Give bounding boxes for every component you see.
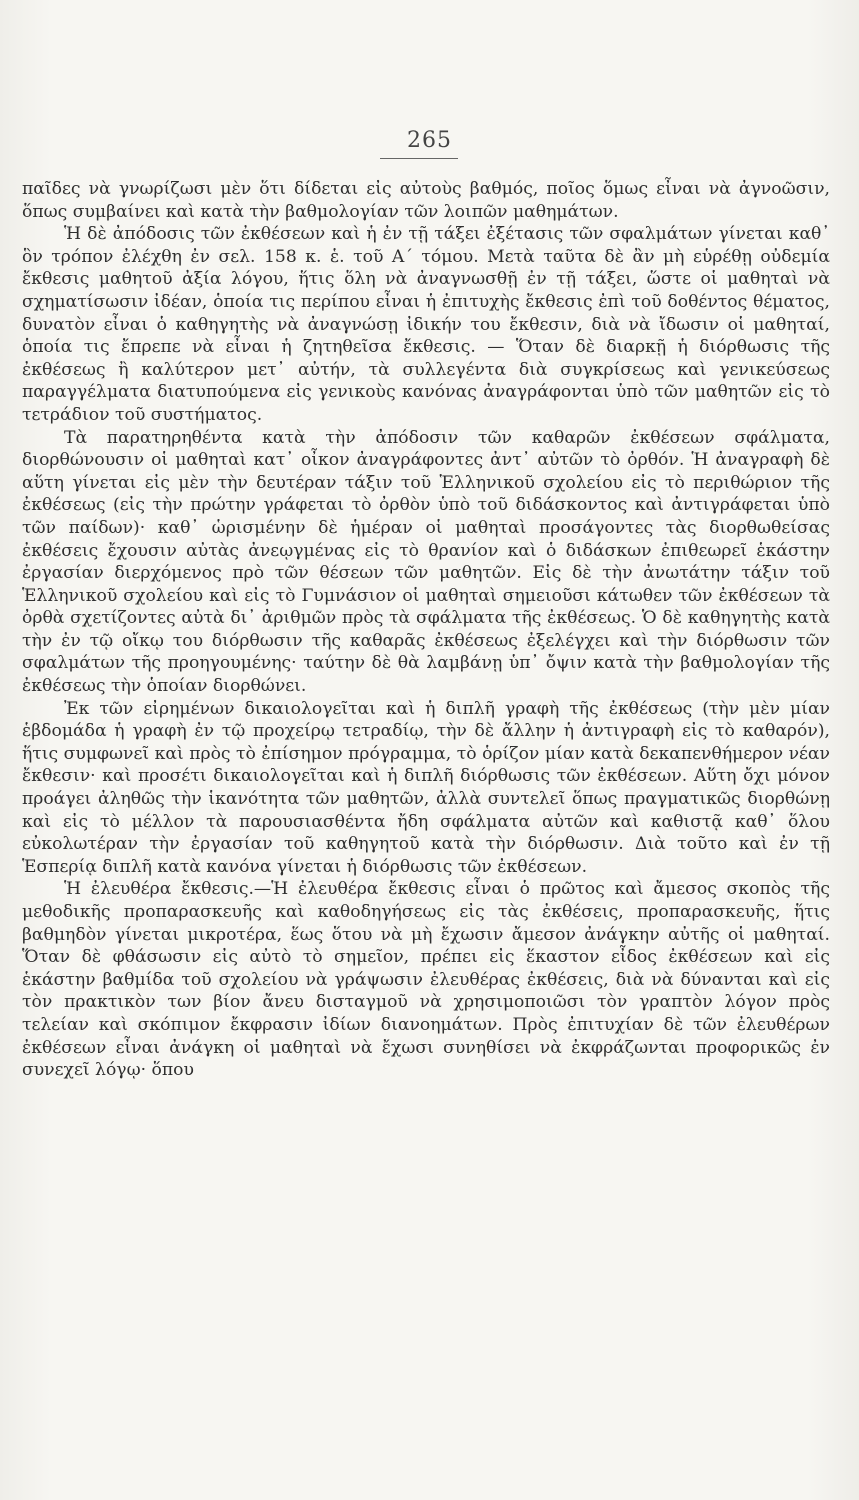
body-text <box>22 178 830 1082</box>
page-number-rule <box>380 158 458 159</box>
page-number: 265 <box>407 128 452 153</box>
paragraph: Ἡ ἐλευθέρα ἔκθεσις.—Ἡ ἐλευθέρα ἔκθεσις εἶναι ὁ πρῶτος καὶ ἄμεσος σκοπὸς τῆς μεθοδικῆς προπαρασκευῆς καὶ καθοδηγήσεως εἰς τὰς ἐκθέσεις, προπαρασκευῆς, ἥτις βαθμηδὸν γίνεται μικροτέρα, ἕως ὅτου νὰ μὴ ἔχωσιν ἄμεσον ἀνάγκην αὐτῆς οἱ μαθηταί. Ὅταν δὲ φθάσωσιν εἰς αὐτὸ τὸ σημεῖον, πρέπει εἰς ἕκαστον εἶδος ἐκθέσεων καὶ εἰς ἑκάστην βαθμίδα τοῦ σχολείου νὰ γράψωσιν ἐλευθέρας ἐκθέσεις, διὰ νὰ δύνανται καὶ εἰς τὸν πρακτικὸν των βίον ἄνευ δισταγμοῦ νὰ χρησιμοποιῶσι τὸν γραπτὸν λόγον πρὸς τελείαν καὶ σκόπιμον ἔκφρασιν ἰδίων διανοημάτων. Πρὸς ἐπιτυχίαν δὲ τῶν ἐλευθέρων ἐκθέσεων εἶναι ἀνάγκη οἱ μαθηταὶ νὰ ἔχωσι συνηθίσει νὰ ἐκφράζωνται προφορικῶς ἐν συνεχεῖ λόγῳ· ὅπου <box>22 879 830 1081</box>
paragraph: Ἐκ τῶν εἰρημένων δικαιολογεῖται καὶ ἡ διπλῆ γραφὴ τῆς ἐκθέσεως (τὴν μὲν μίαν ἑβδομάδα ἡ γραφὴ ἐν τῷ προχείρῳ τετραδίῳ, τὴν δὲ ἄλλην ἡ ἀντιγραφὴ εἰς τὸ καθαρόν), ἥτις συμφωνεῖ καὶ πρὸς τὸ ἐπίσημον πρόγραμμα, τὸ ὁρίζον μίαν κατὰ δεκαπενθήμερον νέαν ἔκθεσιν· καὶ προσέτι δικαιολογεῖται καὶ ἡ διπλῆ διόρθωσις τῶν ἐκθέσεων. Αὕτη ὄχι μόνον προάγει ἀληθῶς τὴν ἱκανότητα τῶν μαθητῶν, ἀλλὰ συντελεῖ ὅπως πραγματικῶς διορθώνῃ καὶ εἰς τὸ μέλλον τὰ παρουσιασθέντα ἤδη σφάλματα αὐτῶν καὶ καθιστᾷ καθ᾽ ὅλου εὐκολωτέραν τὴν ἐργασίαν τοῦ καθηγητοῦ κατὰ τὴν διόρθωσιν. Διὰ τοῦτο καὶ ἐν τῇ Ἑσπερίᾳ διπλῆ κατὰ κανόνα γίνεται ἡ διόρθωσις τῶν ἐκθέσεων. <box>22 698 830 877</box>
paragraph: Τὰ παρατηρηθέντα κατὰ τὴν ἀπόδοσιν τῶν καθαρῶν ἐκθέσεων σφάλματα, διορθώνουσιν οἱ μαθηταὶ κατ᾽ οἶκον ἀναγράφοντες ἀντ᾽ αὐτῶν τὸ ὀρθόν. Ἡ ἀναγραφὴ δὲ αὕτη γίνεται εἰς μὲν τὴν δευτέραν τάξιν τοῦ Ἑλληνικοῦ σχολείου εἰς τὸ περιθώριον τῆς ἐκθέσεως (εἰς τὴν πρώτην γράφεται τὸ ὀρθὸν ὑπὸ τοῦ διδάσκοντος καὶ ἀντιγράφεται ὑπὸ τῶν παίδων)· καθ᾽ ὡρισμένην δὲ ἡμέραν οἱ μαθηταὶ προσάγοντες τὰς διορθωθείσας ἐκθέσεις ἔχουσιν αὐτὰς ἀνεῳγμένας εἰς τὸ θρανίον καὶ ὁ διδάσκων ἐπιθεωρεῖ ἑκάστην ἐργασίαν διερχόμενος πρὸ τῶν θέσεων τῶν μαθητῶν. Εἰς δὲ τὴν ἀνωτάτην τάξιν τοῦ Ἑλληνικοῦ σχολείου καὶ εἰς τὸ Γυμνάσιον οἱ μαθηταὶ σημειοῦσι κάτωθεν τῶν ἐκθέσεων τὰ ὀρθὰ σχετίζοντες αὐτὰ δι᾽ ἀριθμῶν πρὸς τὰ σφάλματα τῆς ἐκθέσεως. Ὁ δὲ καθηγητὴς κατὰ τὴν ἐν τῷ οἴκῳ του διόρθωσιν τῆς καθαρᾶς ἐκθέσεως ἐξελέγχει καὶ τὴν διόρθωσιν τῶν σφαλμάτων τῆς προηγουμένης· ταύτην δὲ θὰ λαμβάνῃ ὑπ᾽ ὄψιν κατὰ τὴν βαθμολογίαν τῆς ἐκθέσεως τὴν ὁποίαν διορθώνει. <box>22 427 830 697</box>
paragraph: Ἡ δὲ ἀπόδοσις τῶν ἐκθέσεων καὶ ἡ ἐν τῇ τάξει ἐξέτασις τῶν σφαλμάτων γίνεται καθ᾽ ὃν τρόπον ἐλέχθη ἐν σελ. 158 κ. ἑ. τοῦ Α΄ τόμου. Μετὰ ταῦτα δὲ ἂν μὴ εὑρέθῃ οὐδεμία ἔκθεσις μαθητοῦ ἀξία λόγου, ἥτις ὅλη νὰ ἀναγνωσθῇ ἐν τῇ τάξει, ὥστε οἱ μαθηταὶ νὰ σχηματίσωσιν ἰδέαν, ὁποία τις περίπου εἶναι ἡ ἐπιτυχὴς ἔκθεσις ἐπὶ τοῦ δοθέντος θέματος, δυνατὸν εἶναι ὁ καθηγητὴς νὰ ἀναγνώσῃ ἰδικήν του ἔκθεσιν, διὰ νὰ ἴδωσιν οἱ μαθηταί, ὁποία τις ἔπρεπε νὰ εἶναι ἡ ζητηθεῖσα ἔκθεσις. — Ὅταν δὲ διαρκῇ ἡ διόρθωσις τῆς ἐκθέσεως ἢ καλύτερον μετ᾽ αὐτήν, τὰ συλλεγέντα διὰ συγκρίσεως καὶ γενικεύσεως παραγγέλματα διατυπούμενα εἰς γενικοὺς κανόνας ἀναγράφονται ὑπὸ τῶν μαθητῶν εἰς τὸ τετράδιον τοῦ συστήματος. <box>22 224 830 425</box>
paragraph-continuation: παῖδες νὰ γνωρίζωσι μὲν ὅτι δίδεται εἰς αὐτοὺς βαθμός, ποῖος ὅμως εἶναι νὰ ἀγνοῶσιν, ὅπως συμβαίνει καὶ κατὰ τὴν βαθμολογίαν τῶν λοιπῶν μαθημάτων. <box>22 179 830 222</box>
